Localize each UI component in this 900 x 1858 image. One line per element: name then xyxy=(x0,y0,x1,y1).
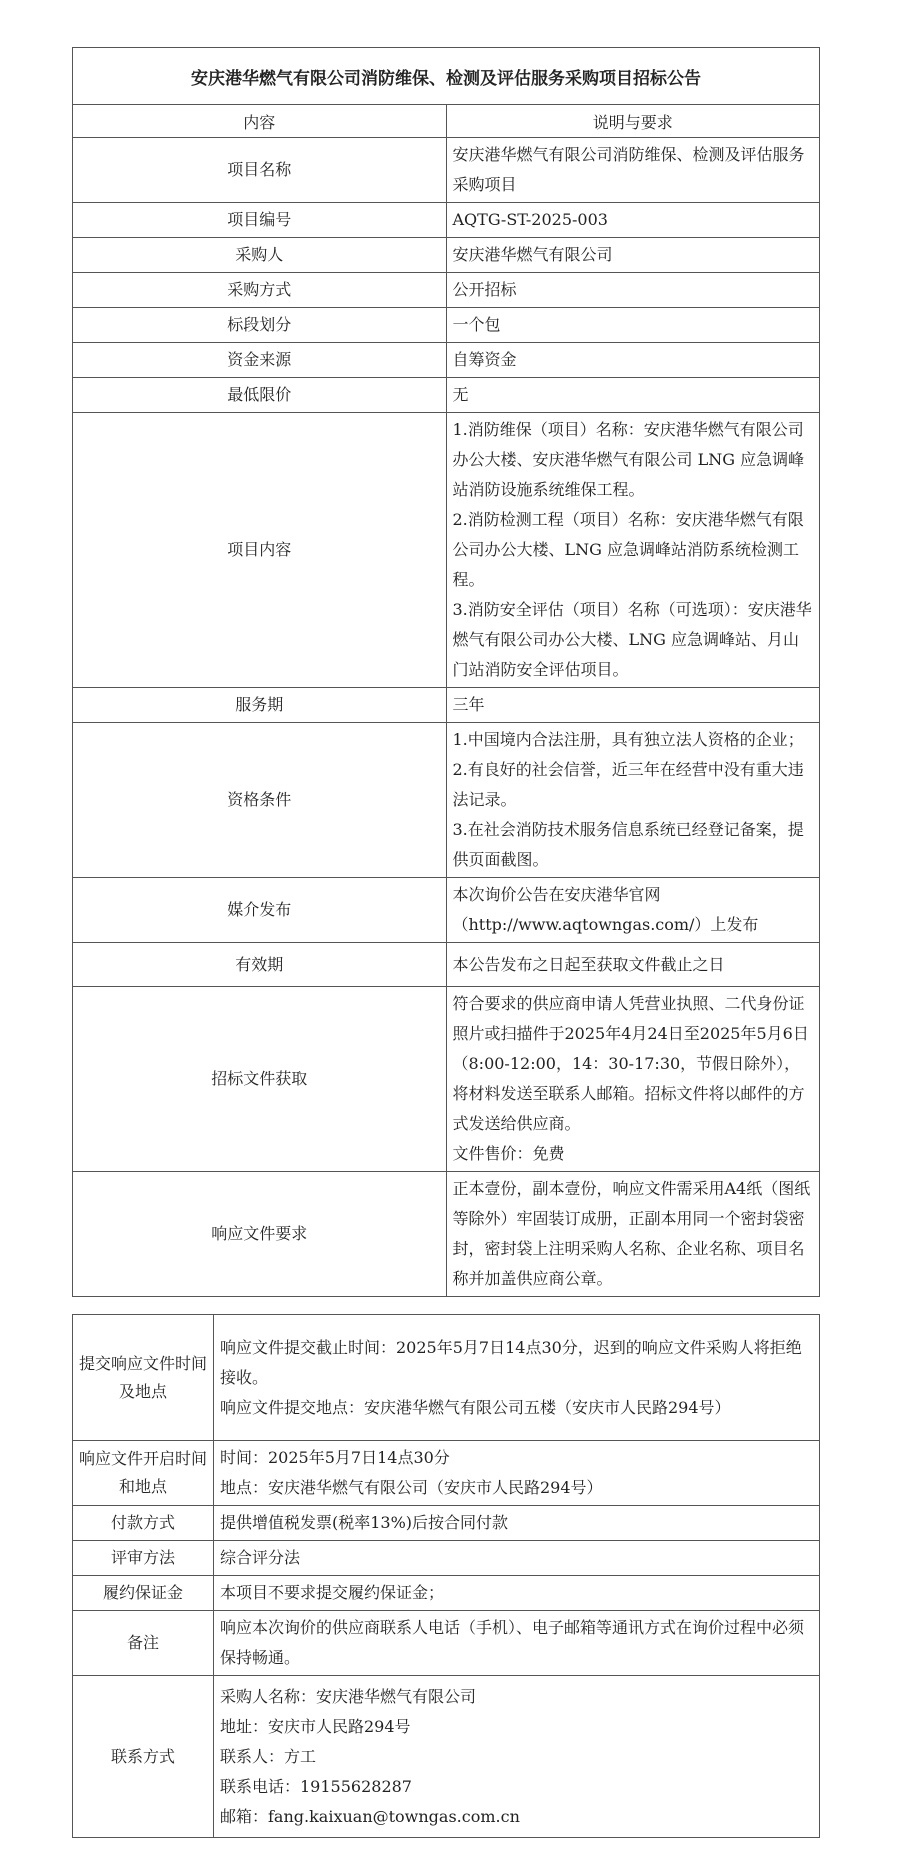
row-value xyxy=(446,138,820,203)
row-value xyxy=(214,1506,820,1541)
value-line: 联系人：方工 xyxy=(220,1746,317,1766)
row-label: 最低限价 xyxy=(73,378,447,413)
row-label: 有效期 xyxy=(73,943,447,987)
value-line: 1.中国境内合法注册，具有独立法人资格的企业； xyxy=(452,730,804,749)
table-row xyxy=(73,138,820,203)
row-label: 联系方式 xyxy=(73,1676,214,1838)
table-row xyxy=(73,1172,820,1297)
table-row xyxy=(73,1676,820,1838)
header-description: 说明与要求 xyxy=(446,105,820,138)
row-label: 响应文件开启时间和地点 xyxy=(73,1441,214,1506)
table-row xyxy=(73,943,820,987)
row-label: 资金来源 xyxy=(73,343,447,378)
value-line: 无 xyxy=(452,385,469,404)
row-value xyxy=(446,723,820,878)
table-row xyxy=(73,413,820,688)
value-line: 一个包 xyxy=(452,315,501,334)
row-value xyxy=(446,238,820,273)
value-line: 联系电话：19155628287 xyxy=(220,1776,412,1796)
row-value xyxy=(446,273,820,308)
row-value xyxy=(446,343,820,378)
table-row xyxy=(73,1441,820,1506)
row-value xyxy=(214,1315,820,1441)
row-value xyxy=(446,378,820,413)
table-row xyxy=(73,1315,820,1441)
row-label: 媒介发布 xyxy=(73,878,447,943)
row-value xyxy=(214,1576,820,1611)
value-line: 本项目不要求提交履约保证金； xyxy=(220,1583,445,1602)
value-line: 本次询价公告在安庆港华官网（http://www.aqtowngas.com/）上发布 xyxy=(452,885,759,934)
value-line: 邮箱：fang.kaixuan@towngas.com.cn xyxy=(220,1806,520,1826)
row-label: 采购人 xyxy=(73,238,447,273)
row-label: 项目内容 xyxy=(73,413,447,688)
row-value xyxy=(446,308,820,343)
value-line: 本公告发布之日起至获取文件截止之日 xyxy=(452,954,725,974)
table-row xyxy=(73,878,820,943)
value-line: 三年 xyxy=(452,695,485,714)
row-label: 采购方式 xyxy=(73,273,447,308)
row-label: 资格条件 xyxy=(73,723,447,878)
value-line: 时间：2025年5月7日14点30分 xyxy=(220,1448,450,1467)
row-label: 履约保证金 xyxy=(73,1576,214,1611)
document-title: 安庆港华燃气有限公司消防维保、检测及评估服务采购项目招标公告 xyxy=(73,48,820,105)
table-row xyxy=(73,1506,820,1541)
row-label: 服务期 xyxy=(73,688,447,723)
value-line: 安庆港华燃气有限公司消防维保、检测及评估服务采购项目 xyxy=(452,145,805,194)
value-line: 文件售价：免费 xyxy=(452,1144,565,1163)
table-row xyxy=(73,238,820,273)
value-line: 提供增值税发票(税率13%)后按合同付款 xyxy=(220,1513,509,1532)
value-line: 2.有良好的社会信誉，近三年在经营中没有重大违法记录。 xyxy=(452,760,804,809)
table-row xyxy=(73,1576,820,1611)
table-row xyxy=(73,273,820,308)
row-value xyxy=(446,688,820,723)
row-label: 提交响应文件时间及地点 xyxy=(73,1315,214,1441)
value-line: 1.消防维保（项目）名称：安庆港华燃气有限公司办公大楼、安庆港华燃气有限公司 LNG 应急调峰站消防设施系统维保工程。 xyxy=(452,420,805,499)
table-row xyxy=(73,203,820,238)
table-row xyxy=(73,723,820,878)
row-label: 招标文件获取 xyxy=(73,987,447,1172)
header-content: 内容 xyxy=(73,105,447,138)
value-line: 3.在社会消防技术服务信息系统已经登记备案，提供页面截图。 xyxy=(452,820,804,869)
value-line: 正本壹份，副本壹份，响应文件需采用A4纸（图纸等除外）牢固装订成册，正副本用同一个密封袋密封，密封袋上注明采购人名称、企业名称、项目名称并加盖供应商公章。 xyxy=(452,1179,811,1288)
row-value xyxy=(214,1676,820,1838)
value-line: 地址：安庆市人民路294号 xyxy=(220,1716,411,1736)
value-line: 3.消防安全评估（项目）名称（可选项）：安庆港华燃气有限公司办公大楼、LNG 应急调峰站、月山门站消防安全评估项目。 xyxy=(452,600,812,679)
row-value xyxy=(214,1611,820,1676)
value-line: 响应文件提交截止时间：2025年5月7日14点30分，迟到的响应文件采购人将拒绝接收。 xyxy=(220,1337,802,1387)
value-line: 公开招标 xyxy=(452,280,517,299)
table-row xyxy=(73,1541,820,1576)
row-label: 付款方式 xyxy=(73,1506,214,1541)
row-value xyxy=(446,413,820,688)
value-line: 安庆港华燃气有限公司 xyxy=(452,245,613,264)
table-row xyxy=(73,343,820,378)
row-label: 项目名称 xyxy=(73,138,447,203)
row-value xyxy=(214,1541,820,1576)
row-label: 响应文件要求 xyxy=(73,1172,447,1297)
row-value xyxy=(446,878,820,943)
value-line: 地点：安庆港华燃气有限公司（安庆市人民路294号） xyxy=(220,1478,603,1497)
table-row xyxy=(73,308,820,343)
row-value xyxy=(446,987,820,1172)
row-label: 评审方法 xyxy=(73,1541,214,1576)
row-value xyxy=(446,943,820,987)
value-line: 响应文件提交地点：安庆港华燃气有限公司五楼（安庆市人民路294号） xyxy=(220,1397,731,1417)
value-line: 2.消防检测工程（项目）名称：安庆港华燃气有限公司办公大楼、LNG 应急调峰站消防系统检测工程。 xyxy=(452,510,804,589)
table-row xyxy=(73,987,820,1172)
value-line: 自筹资金 xyxy=(452,350,517,369)
row-value xyxy=(214,1441,820,1506)
value-line: AQTG-ST-2025-003 xyxy=(452,210,608,229)
value-line: 符合要求的供应商申请人凭营业执照、二代身份证照片或扫描件于2025年4月24日至2025年5月6日（8:00-12:00，14：30-17:30，节假日除外），将材料发送至联系人邮箱。招标文件将以邮件的方式发送给供应商。 xyxy=(452,994,809,1133)
table-row xyxy=(73,378,820,413)
table-row xyxy=(73,688,820,723)
row-value xyxy=(446,1172,820,1297)
row-label: 项目编号 xyxy=(73,203,447,238)
table-row xyxy=(73,1611,820,1676)
value-line: 响应本次询价的供应商联系人电话（手机）、电子邮箱等通讯方式在询价过程中必须保持畅通。 xyxy=(220,1618,805,1667)
value-line: 综合评分法 xyxy=(220,1548,301,1567)
announcement-table xyxy=(72,47,820,1297)
value-line: 采购人名称：安庆港华燃气有限公司 xyxy=(220,1686,477,1706)
row-value xyxy=(446,203,820,238)
row-label: 标段划分 xyxy=(73,308,447,343)
announcement-table-continued xyxy=(72,1314,820,1838)
row-label: 备注 xyxy=(73,1611,214,1676)
